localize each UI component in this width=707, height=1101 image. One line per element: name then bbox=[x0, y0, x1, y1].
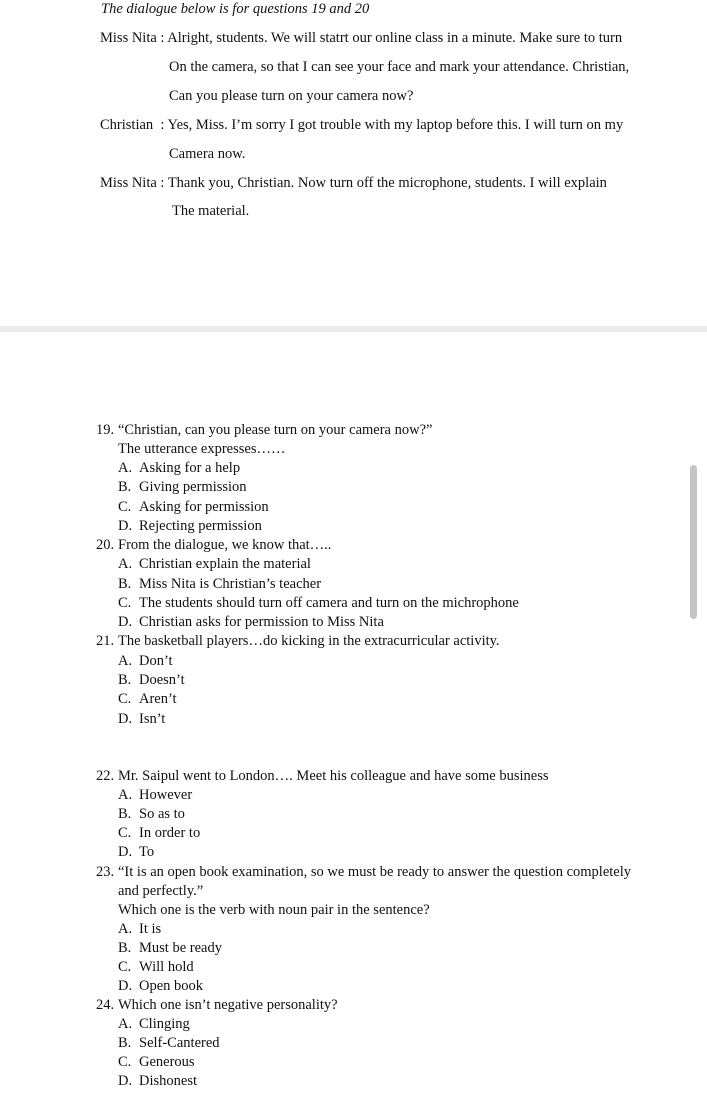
answer-option: A. Christian explain the material bbox=[118, 556, 311, 572]
dialogue-continuation: The material. bbox=[172, 203, 250, 219]
answer-option: C. Will hold bbox=[118, 959, 194, 975]
question-text: The basketball players…do kicking in the extracurricular activity. bbox=[118, 633, 500, 649]
answer-option: B. Self-Cantered bbox=[118, 1035, 220, 1051]
question-number: 22. bbox=[96, 768, 115, 784]
answer-option: B. Giving permission bbox=[118, 479, 247, 495]
answer-option: B. Miss Nita is Christian’s teacher bbox=[118, 576, 322, 592]
answer-option: C. Generous bbox=[118, 1054, 195, 1070]
question-text: “It is an open book examination, so we must be ready to answer the question completely bbox=[118, 864, 632, 880]
dialogue-line-1: Miss Nita : Alright, students. We will statrt our online class in a minute. Make sure to turn bbox=[100, 30, 623, 46]
answer-option: C. Asking for permission bbox=[118, 499, 269, 515]
scrollbar-thumb[interactable] bbox=[690, 465, 697, 619]
answer-option: B. Doesn’t bbox=[118, 672, 185, 688]
answer-option: D. Rejecting permission bbox=[118, 518, 262, 534]
speaker-name: Miss Nita bbox=[100, 30, 157, 46]
answer-option: D. Christian asks for permission to Miss Nita bbox=[118, 614, 384, 630]
dialogue-text: Yes, Miss. I’m sorry I got trouble with my laptop before this. I will turn on my bbox=[167, 117, 624, 133]
speaker-name: Christian bbox=[100, 117, 154, 133]
answer-option: A. However bbox=[118, 787, 193, 803]
answer-option: C. The students should turn off camera and turn on the michrophone bbox=[118, 595, 519, 611]
question-text: Which one isn’t negative personality? bbox=[118, 997, 338, 1013]
answer-option: C. In order to bbox=[118, 825, 201, 841]
question-number: 19. bbox=[96, 422, 115, 438]
answer-option: A. Asking for a help bbox=[118, 460, 241, 476]
question-number: 24. bbox=[96, 997, 115, 1013]
answer-option: C. Aren’t bbox=[118, 691, 177, 707]
dialogue-intro: The dialogue below is for questions 19 and 20 bbox=[101, 1, 370, 17]
answer-option: B. So as to bbox=[118, 806, 185, 822]
question-text: Mr. Saipul went to London…. Meet his colleague and have some business bbox=[118, 768, 549, 784]
question-number: 20. bbox=[96, 537, 115, 553]
dialogue-text: Thank you, Christian. Now turn off the microphone, students. I will explain bbox=[167, 175, 607, 191]
question-text: The utterance expresses…… bbox=[118, 441, 286, 457]
question-text: From the dialogue, we know that….. bbox=[118, 537, 332, 553]
dialogue-line-2: Christian : Yes, Miss. I’m sorry I got trouble with my laptop before this. I will turn on my bbox=[100, 117, 624, 133]
document-page-top bbox=[0, 0, 707, 326]
dialogue-continuation: Can you please turn on your camera now? bbox=[169, 88, 414, 104]
answer-option: B. Must be ready bbox=[118, 940, 222, 956]
answer-option: D. Dishonest bbox=[118, 1073, 197, 1089]
question-number: 21. bbox=[96, 633, 115, 649]
question-text: “Christian, can you please turn on your camera now?” bbox=[118, 422, 433, 438]
answer-option: D. To bbox=[118, 844, 155, 860]
question-text: Which one is the verb with noun pair in the sentence? bbox=[118, 902, 430, 918]
dialogue-line-3: Miss Nita : Thank you, Christian. Now turn off the microphone, students. I will explain bbox=[100, 175, 607, 191]
answer-option: D. Isn’t bbox=[118, 711, 166, 727]
dialogue-continuation: Camera now. bbox=[169, 146, 246, 162]
question-text: and perfectly.” bbox=[118, 883, 204, 899]
question-number: 23. bbox=[96, 864, 115, 880]
answer-option: A. Clinging bbox=[118, 1016, 190, 1032]
answer-option: A. Don’t bbox=[118, 653, 173, 669]
dialogue-text: Alright, students. We will statrt our online class in a minute. Make sure to turn bbox=[167, 30, 623, 46]
answer-option: A. It is bbox=[118, 921, 162, 937]
dialogue-continuation: On the camera, so that I can see your face and mark your attendance. Christian, bbox=[169, 59, 630, 75]
answer-option: D. Open book bbox=[118, 978, 204, 994]
document-page-bottom bbox=[0, 332, 707, 1101]
speaker-name: Miss Nita bbox=[100, 175, 157, 191]
